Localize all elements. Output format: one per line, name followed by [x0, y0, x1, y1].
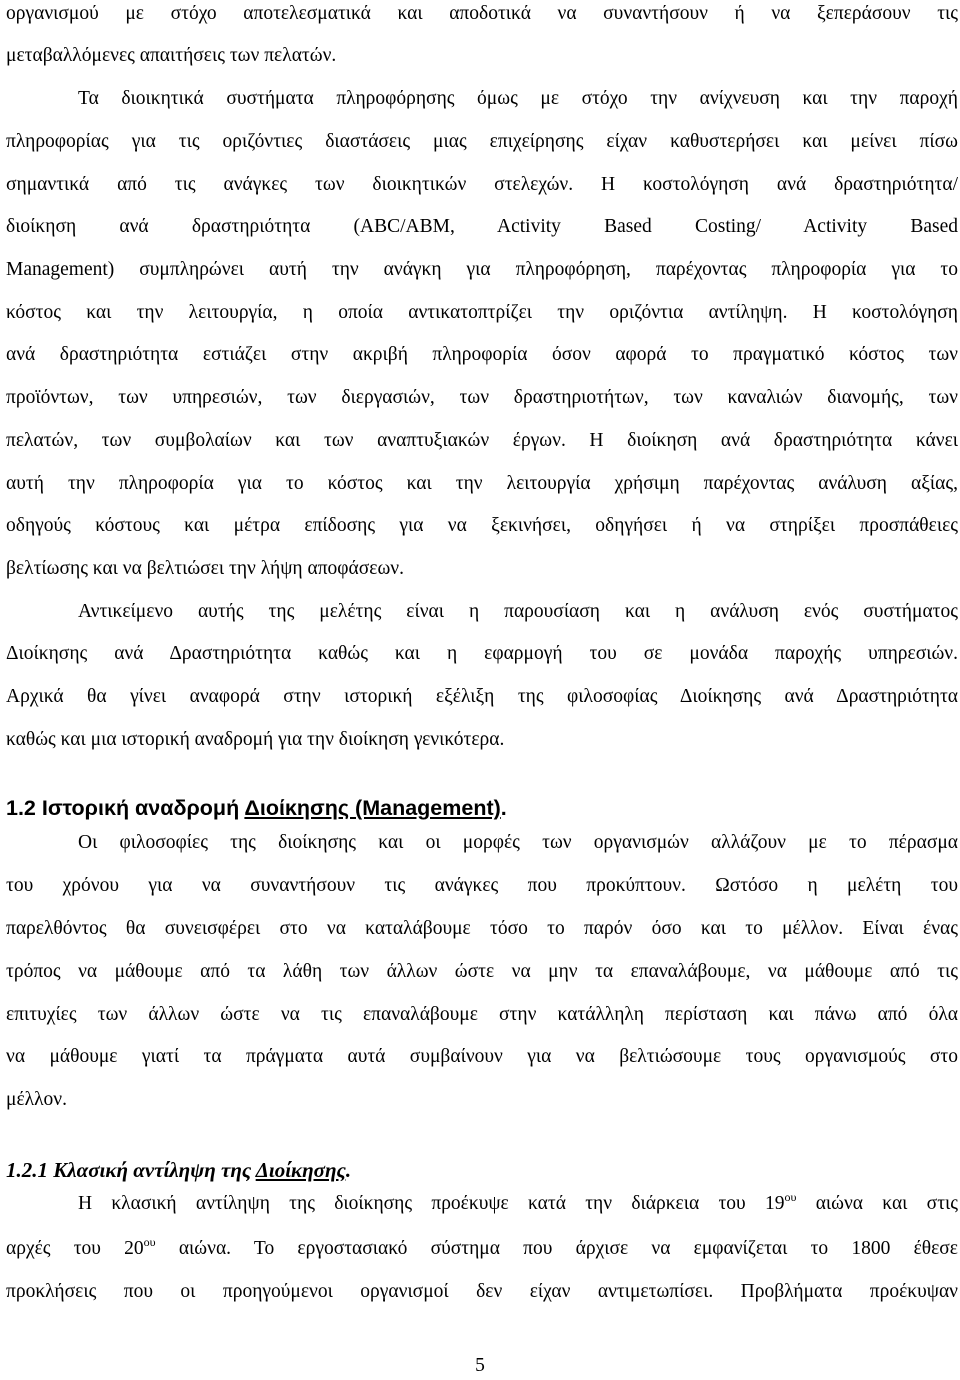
paragraph-line: κόστος και την λειτουργία, η οποία αντικατοπτρίζει την οριζόντια αντίληψη. Η κοστολόγηση	[6, 302, 958, 323]
paragraph-line	[6, 1237, 958, 1261]
paragraph-line: πελατών, των συμβολαίων και των αναπτυξιακών έργων. Η διοίκηση ανά δραστηριότητα κάνει	[6, 430, 958, 451]
text-run: αιώνα. Το εργοστασιακό σύστημα που άρχισε να εμφανίζεται το 1800 έθεσε	[155, 1238, 958, 1259]
paragraph-line: επιτυχίες των άλλων ώστε να τις επαναλάβουμε στην κατάλληλη περίσταση και πάνω από όλα	[6, 1004, 958, 1025]
text-run: αρχές του 20	[6, 1238, 144, 1259]
paragraph-line: προϊόντων, των υπηρεσιών, των διεργασιών, των δραστηριοτήτων, των καναλιών διανομής, των	[6, 387, 958, 408]
section-heading	[6, 796, 507, 820]
subsection-title-end: .	[345, 1158, 352, 1182]
paragraph-line: οδηγούς κόστους και μέτρα επίδοσης για να ξεκινήσει, οδηγήσει ή να στηρίξει προσπάθειες	[6, 515, 958, 536]
paragraph-line: πληροφορίας για τις οριζόντιες διαστάσεις μιας επιχείρησης είχαν καθυστερήσει και μείνει πίσω	[6, 131, 958, 152]
subsection-title: Κλασική αντίληψη της	[48, 1158, 256, 1182]
paragraph-line: Management) συμπληρώνει αυτή την ανάγκη για πληροφόρηση, παρέχοντας πληροφορία για το	[6, 259, 958, 280]
section-title: Ιστορική αναδρομή	[41, 796, 245, 820]
paragraph-line: βελτίωσης και να βελτιώσει την λήψη αποφάσεων.	[6, 558, 404, 579]
page-number: 5	[475, 1355, 485, 1376]
section-title-end: .	[500, 796, 507, 820]
paragraph-line: οργανισμού με στόχο αποτελεσματικά και αποδοτικά να συναντήσουν ή να ξεπεράσουν τις	[6, 3, 958, 24]
subsection-title-underlined: Διοίκησης	[255, 1158, 346, 1182]
paragraph-line: μεταβαλλόμενες απαιτήσεις των πελατών.	[6, 45, 337, 66]
paragraph-line: παρελθόντος θα συνεισφέρει στο να καταλάβουμε τόσο το παρόν όσο και το μέλλον. Είναι ένας	[6, 918, 958, 939]
section-title-underlined: Διοίκησης (Management)	[244, 796, 501, 820]
section-number: 1.2	[6, 796, 36, 820]
paragraph-line: να μάθουμε γιατί τα πράγματα αυτά συμβαίνουν για να βελτιώσουμε τους οργανισμούς στο	[6, 1046, 958, 1067]
paragraph-line: ανά δραστηριότητα εστιάζει στην ακριβή πληροφορία όσον αφορά το πραγματικό κόστος των	[6, 344, 958, 365]
superscript: ου	[784, 1190, 797, 1204]
text-run: Η κλασική αντίληψη της διοίκησης προέκυψε κατά την διάρκεια του 19	[78, 1193, 785, 1214]
paragraph-line: Τα διοικητικά συστήματα πληροφόρησης όμως με στόχο την ανίχνευση και την παροχή	[78, 88, 958, 109]
paragraph-line: σημαντικά από τις ανάγκες των διοικητικών στελεχών. Η κοστολόγηση ανά δραστηριότητα/	[6, 174, 958, 195]
paragraph-line: προκλήσεις που οι προηγούμενοι οργανισμοί δεν είχαν αντιμετωπίσει. Προβλήματα προέκυψαν	[6, 1281, 958, 1302]
paragraph-line: Διοίκησης ανά Δραστηριότητα καθώς και η εφαρμογή του σε μονάδα παροχής υπηρεσιών.	[6, 643, 958, 664]
paragraph-line: τρόπος να μάθουμε από τα λάθη των άλλων ώστε να μην τα επαναλάβουμε, να μάθουμε από τις	[6, 961, 958, 982]
paragraph-line: διοίκηση ανά δραστηριότητα (ABC/ABM, Activity Based Costing/ Activity Based	[6, 216, 958, 237]
paragraph-line	[78, 1192, 958, 1216]
paragraph-line: μέλλον.	[6, 1089, 67, 1110]
text-run: αιώνα και στις	[796, 1193, 958, 1214]
subsection-number: 1.2.1	[6, 1158, 48, 1182]
paragraph-line: Οι φιλοσοφίες της διοίκησης και οι μορφές των οργανισμών αλλάζουν με το πέρασμα	[78, 832, 958, 853]
superscript: ου	[143, 1235, 156, 1249]
paragraph-line: καθώς και μια ιστορική αναδρομή για την διοίκηση γενικότερα.	[6, 729, 505, 750]
paragraph-line: αυτή την πληροφορία για το κόστος και την λειτουργία χρήσιμη παρέχοντας ανάλυση αξίας,	[6, 473, 958, 494]
paragraph-line: Αρχικά θα γίνει αναφορά στην ιστορική εξέλιξη της φιλοσοφίας Διοίκησης ανά Δραστηριότητα	[6, 686, 958, 707]
paragraph-line: του χρόνου για να συναντήσουν τις ανάγκες που προκύπτουν. Ωστόσο η μελέτη του	[6, 875, 958, 896]
paragraph-line: Αντικείμενο αυτής της μελέτης είναι η παρουσίαση και η ανάλυση ενός συστήματος	[78, 601, 958, 622]
subsection-heading	[6, 1158, 351, 1182]
